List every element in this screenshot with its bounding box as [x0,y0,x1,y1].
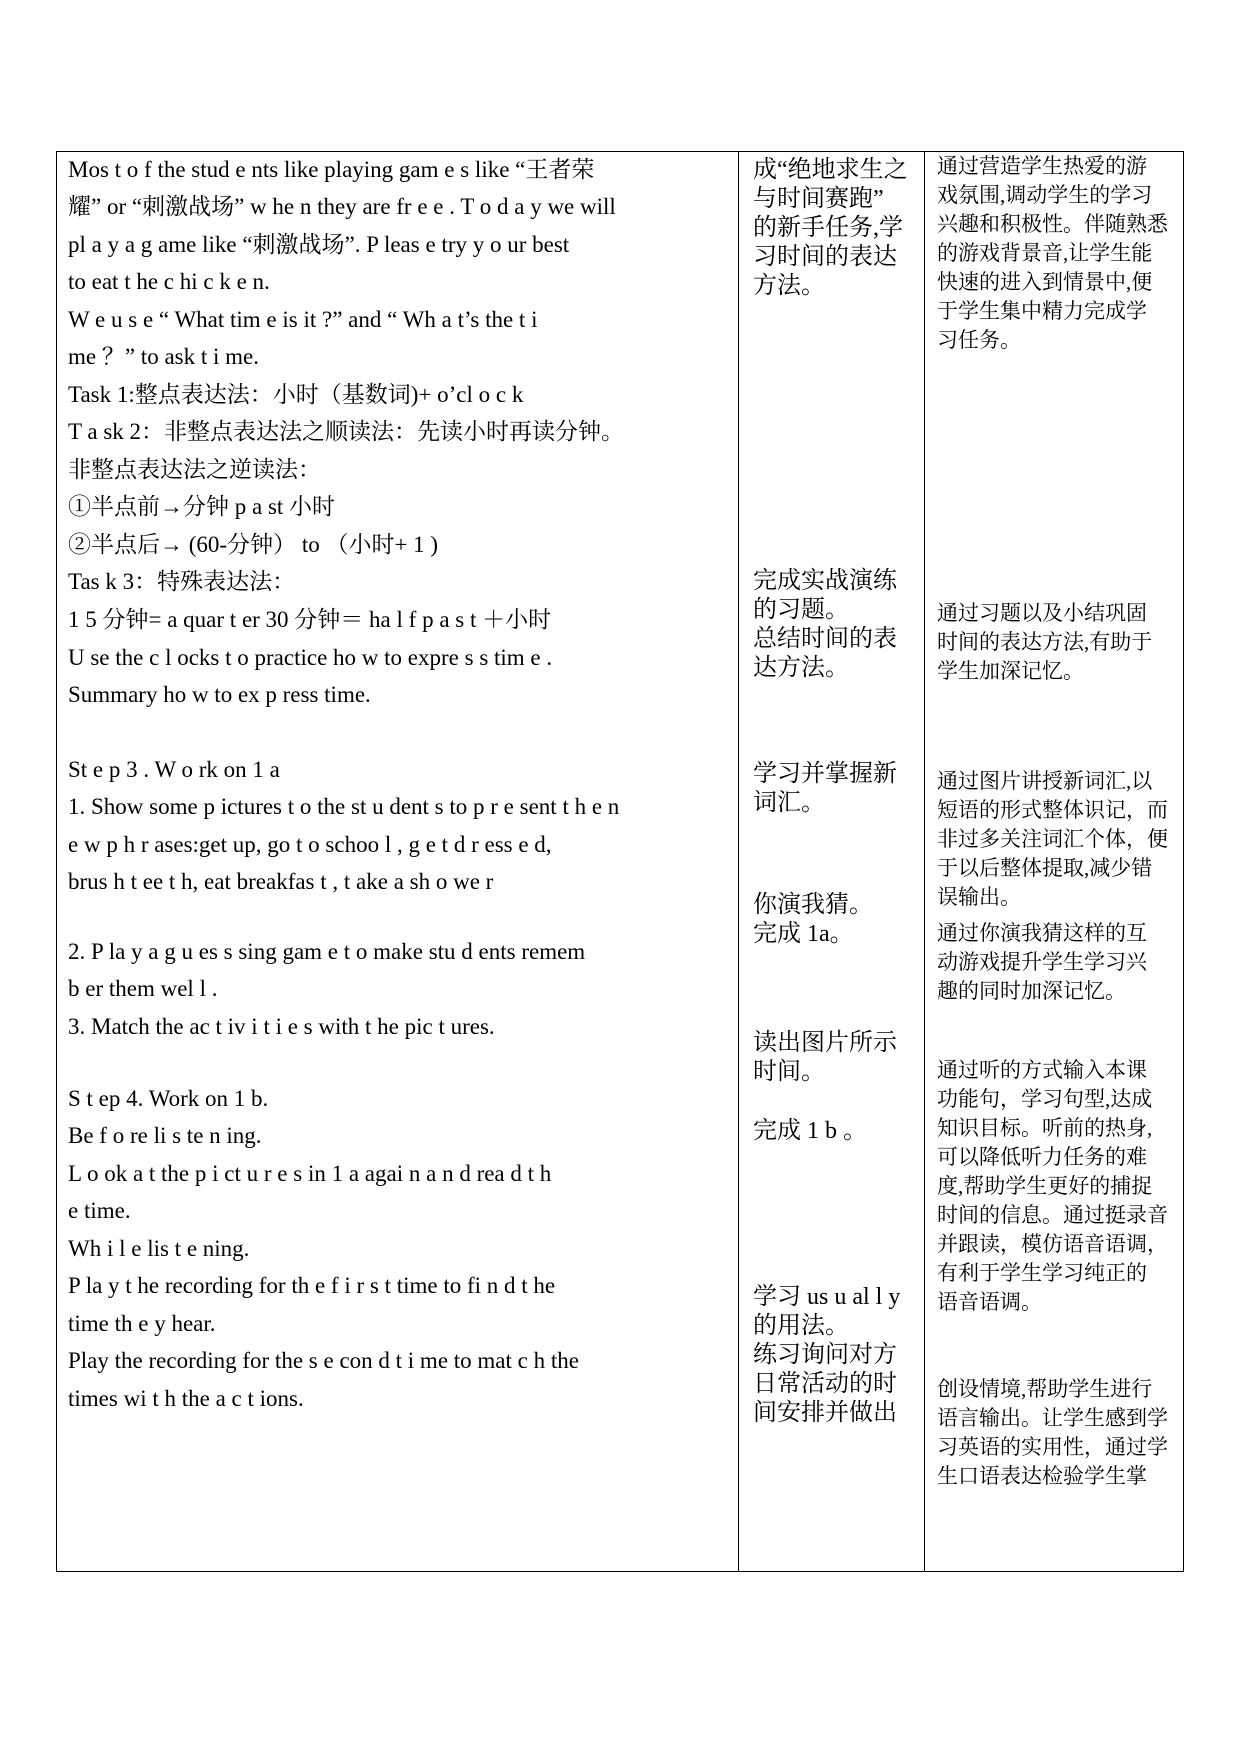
col2-text-line: 学习 us u al l y [753,1284,901,1310]
col1-text-line: Play the recording for the s e con d t i me to mat c h the [68,1348,579,1373]
col1-text-line: L o ok a t the p i ct u r e s in 1 a agai n a n d rea d t h [68,1161,552,1186]
col3-text-line: 通过图片讲授新词汇,以 [937,769,1153,793]
col1-text-line: 3. Match the ac t iv i t i e s with t he pic t ures. [68,1014,495,1039]
col2-text-line: 词汇。 [753,790,825,816]
col2-text-line: 读出图片所示 [753,1030,897,1056]
col1-text-line: b er them wel l . [68,976,218,1001]
col3-text-line: 习任务。 [937,328,1021,352]
col3-text-line: 通过你演我猜这样的互 [937,921,1147,945]
col3-text-line: 于学生集中精力完成学 [937,299,1147,323]
lesson-plan-table [56,151,1184,1572]
col1-text-line: me ？” to ask t i me. [68,344,259,369]
col1-text-line: T a sk 2：非整点表达法之顺读法：先读小时再读分钟。 [68,419,625,444]
col1-text-line: 1 5 分钟= a quar t er 30 分钟＝ ha l f p a s t ＋小时 [68,607,552,632]
col1-text-line: Wh i l e lis t e ning. [68,1236,250,1261]
col1-text-line: P la y t he recording for th e f i r s t time to fi n d t he [68,1273,556,1298]
col1-text-line: St e p 3 . W o rk on 1 a [68,757,280,782]
col3-text-line: 语音语调。 [937,1290,1042,1314]
col3-text-line: 语言输出。让学生感到学 [937,1406,1168,1430]
col2-text-line: 你演我猜。 [753,892,873,918]
col3-text-line: 短语的形式整体识记，而 [937,798,1168,822]
col3-text-line: 趣的同时加深记忆。 [937,979,1126,1003]
col1-text-line: Task 1:整点表达法：小时（基数词)+ o’cl o c k [68,382,524,407]
col2-text-line: 的习题。 [753,597,849,623]
col1-text-line: Mos t o f the stud e nts like playing gam e s like “王者荣 [68,157,595,182]
col1-text-line: 非整点表达法之逆读法： [68,457,321,482]
col2-text-line: 学习并掌握新 [753,761,897,787]
col2-text-line: 完成实战演练 [753,568,897,594]
teaching-procedure-column [57,152,739,1571]
col1-text-line: e w p h r ases:get up, go t o schoo l , g e t d r ess e d, [68,832,552,857]
col3-text-line: 时间的信息。通过挺录音 [937,1203,1168,1227]
col2-text-line: 总结时间的表 [753,626,897,652]
col1-text-line: to eat t he c hi c k e n. [68,269,270,294]
col3-text-line: 度,帮助学生更好的捕捉 [937,1174,1153,1198]
col3-text-line: 并跟读，模仿语音语调， [937,1232,1168,1256]
col3-text-line: 的游戏背景音,让学生能 [937,241,1153,265]
col3-text-line: 通过营造学生热爱的游 [937,154,1147,178]
col2-text-line: 成“绝地求生之 [753,157,908,183]
col2-text-line: 的用法。 [753,1313,849,1339]
col1-text-line: times wi t h the a c t ions. [68,1386,304,1411]
col1-text-line: Summary ho w to ex p ress time. [68,682,371,707]
col1-text-line: S t ep 4. Work on 1 b. [68,1086,269,1111]
col2-text-line: 达方法。 [753,655,849,681]
col2-text-line: 练习询问对方 [753,1342,897,1368]
col3-text-line: 非过多关注词汇个体，便 [937,827,1168,851]
col3-text-line: 习英语的实用性，通过学 [937,1435,1168,1459]
col3-text-line: 兴趣和积极性。伴随熟悉 [937,212,1168,236]
col1-text-line: 2. P la y a g u es s sing gam e t o make stu d ents remem [68,939,586,964]
col1-text-line: e time. [68,1198,131,1223]
col1-text-line: 1. Show some p ictures t o the st u dent s to p r e sent t h e n [68,794,620,819]
col1-text-line: pl a y a g ame like “刺激战场”. P leas e try y o ur best [68,232,570,257]
col3-text-line: 戏氛围,调动学生的学习 [937,183,1153,207]
col3-text-line: 创设情境,帮助学生进行 [937,1377,1153,1401]
col2-text-line: 完成 1 b 。 [753,1118,867,1144]
col2-text-line: 日常活动的时 [753,1371,897,1397]
col2-text-line: 完成 1a。 [753,921,854,947]
col1-text-line: time th e y hear. [68,1311,216,1336]
col2-text-line: 的新手任务,学 [753,215,903,241]
col1-text-line: W e u s e “ What tim e is it ?” and “ Wh a t’s the t i [68,307,538,332]
col3-text-line: 时间的表达方法,有助于 [937,630,1153,654]
col3-text-line: 可以降低听力任务的难 [937,1145,1147,1169]
col1-text-line: Tas k 3：特殊表达法： [68,569,296,594]
col2-text-line: 习时间的表达 [753,244,897,270]
col3-text-line: 知识目标。听前的热身, [937,1116,1153,1140]
col1-text-line: brus h t ee t h, eat breakfas t , t ake a sh o we r [68,869,494,894]
col3-text-line: 快速的进入到情景中,便 [937,270,1153,294]
col2-text-line: 间安排并做出 [753,1400,897,1426]
col2-text-line: 方法。 [753,273,825,299]
col3-text-line: 学生加深记忆。 [937,659,1084,683]
col1-text-line: ②半点后→ (60-分钟） to （小时+ 1 ) [68,532,439,557]
col3-text-line: 功能句，学习句型,达成 [937,1087,1153,1111]
col3-text-line: 通过听的方式输入本课 [937,1058,1147,1082]
design-intent-column [925,152,1182,1571]
student-activity-column [739,152,925,1571]
col3-text-line: 于以后整体提取,减少错 [937,856,1153,880]
col3-text-line: 通过习题以及小结巩固 [937,601,1147,625]
col2-text-line: 与时间赛跑” [753,186,884,212]
col1-text-line: ①半点前→分钟 p a st 小时 [68,494,336,519]
col3-text-line: 动游戏提升学生学习兴 [937,950,1147,974]
col3-text-line: 误输出。 [937,885,1021,909]
col1-text-line: U se the c l ocks t o practice ho w to expre s s tim e . [68,645,553,670]
col3-text-line: 生口语表达检验学生掌 [937,1464,1147,1488]
col3-text-line: 有利于学生学习纯正的 [937,1261,1147,1285]
col1-text-line: Be f o re li s te n ing. [68,1123,262,1148]
col2-text-line: 时间。 [753,1059,825,1085]
col1-text-line: 耀” or “刺激战场” w he n they are fr e e . T o d a y we will [68,194,616,219]
